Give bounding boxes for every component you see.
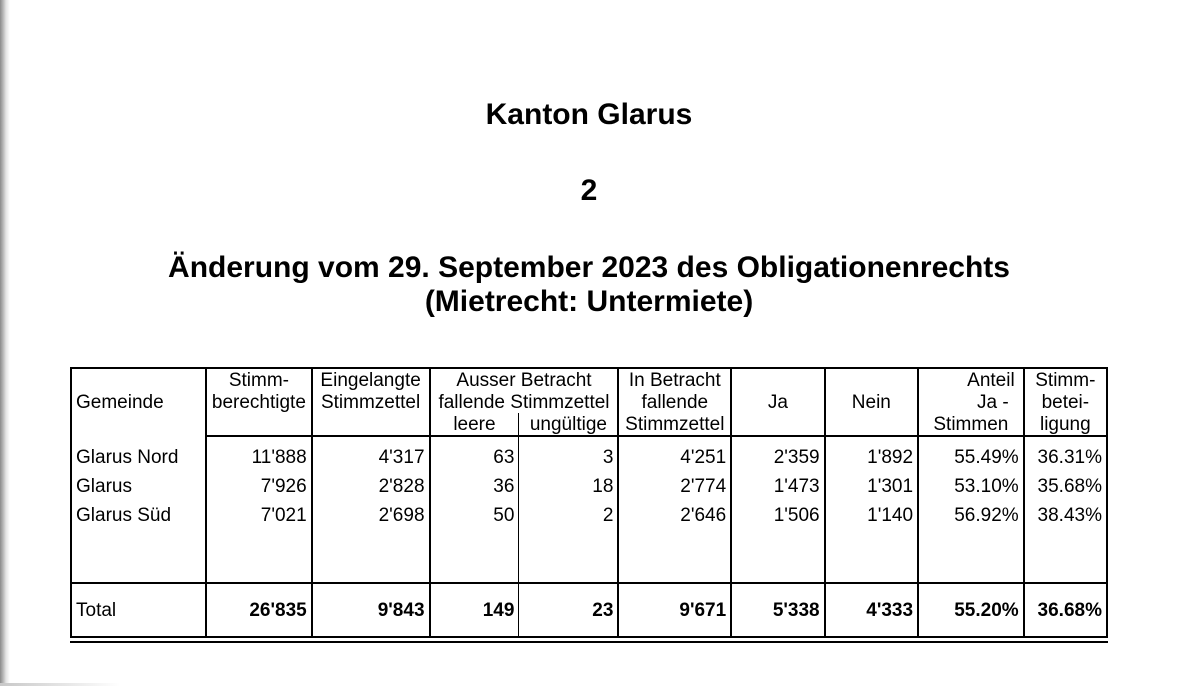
header-line: Ja - bbox=[976, 391, 1009, 413]
column-header-stimmberechtigte-line3 bbox=[206, 413, 312, 436]
spacer-cell bbox=[1024, 530, 1107, 583]
cell-anteil-ja: 53.10% bbox=[918, 472, 1024, 501]
column-header-anteil-line2 bbox=[918, 391, 1024, 413]
column-header-beteiligung bbox=[1024, 368, 1107, 391]
header-line: Stimm- bbox=[1035, 369, 1096, 391]
spacer-cell bbox=[918, 530, 1024, 583]
total-row bbox=[71, 583, 1107, 637]
cell-in-betracht: 2'774 bbox=[618, 472, 731, 501]
cell-total-stimmberechtigte: 26'835 bbox=[206, 583, 312, 637]
proposal-number: 2 bbox=[580, 174, 598, 207]
header-line: In Betracht bbox=[628, 369, 721, 391]
cell-stimmberechtigte: 7'021 bbox=[206, 501, 312, 530]
cell-nein: 1'140 bbox=[825, 501, 918, 530]
cell-eingelangte: 2'698 bbox=[312, 501, 430, 530]
spacer-cell bbox=[71, 530, 206, 583]
cell-ja: 1'506 bbox=[731, 501, 824, 530]
header-line: Stimmzettel bbox=[320, 391, 421, 413]
header-line: Eingelangte bbox=[320, 369, 421, 391]
cell-gemeinde: Glarus Nord bbox=[76, 446, 179, 468]
column-header-ungueltige bbox=[519, 413, 619, 436]
cell-total-label: Total bbox=[71, 583, 206, 637]
cell-anteil-ja: 55.49% bbox=[918, 436, 1024, 472]
cell-gemeinde: Glarus Süd bbox=[76, 505, 172, 526]
header-line: berechtigte bbox=[211, 391, 306, 413]
header-nein-label: Nein bbox=[851, 391, 891, 413]
header-line: fallende Stimmzettel bbox=[438, 391, 610, 413]
header-line: fallende bbox=[641, 391, 709, 413]
table-row bbox=[71, 436, 1107, 472]
cell-in-betracht: 4'251 bbox=[618, 436, 731, 472]
cell-total-in-betracht: 9'671 bbox=[618, 583, 731, 637]
table-row bbox=[71, 501, 1107, 530]
column-header-leere bbox=[430, 413, 519, 436]
table-row bbox=[71, 472, 1107, 501]
cell-total-nein: 4'333 bbox=[825, 583, 918, 637]
column-header-nein bbox=[825, 391, 918, 413]
header-ja-label: Ja bbox=[767, 391, 788, 413]
cell-ungueltige: 2 bbox=[519, 501, 619, 530]
cell-leere: 63 bbox=[430, 436, 519, 472]
cell-eingelangte: 4'317 bbox=[312, 436, 430, 472]
column-header-stimmberechtigte-line2 bbox=[206, 391, 312, 413]
column-header-ausser-betracht-line2 bbox=[430, 391, 619, 413]
cell-nein: 1'301 bbox=[825, 472, 918, 501]
cell-total-anteil-ja: 55.20% bbox=[918, 583, 1024, 637]
header-leere-label: leere bbox=[453, 413, 496, 435]
header-ungueltige-label: ungültige bbox=[529, 413, 607, 435]
column-header-beteiligung-line2 bbox=[1024, 391, 1107, 413]
header-line: Ausser Betracht bbox=[456, 369, 592, 391]
column-header-beteiligung-line3 bbox=[1024, 413, 1107, 436]
cell-beteiligung: 38.43% bbox=[1024, 501, 1107, 530]
column-header-anteil bbox=[918, 368, 1024, 391]
cell-ungueltige: 3 bbox=[519, 436, 619, 472]
cell-total-ja: 5'338 bbox=[731, 583, 824, 637]
header-gemeinde-label: Gemeinde bbox=[76, 392, 164, 413]
table-double-underline bbox=[70, 641, 1108, 643]
header-line: Stimm- bbox=[228, 369, 289, 391]
table-spacer-row bbox=[71, 530, 1107, 583]
spacer-cell bbox=[206, 530, 312, 583]
header-line: betei- bbox=[1041, 391, 1090, 413]
spacer-cell bbox=[312, 530, 430, 583]
spacer-cell bbox=[430, 530, 519, 583]
cell-leere: 50 bbox=[430, 501, 519, 530]
column-header-gemeinde bbox=[71, 368, 206, 436]
table-header bbox=[71, 368, 1107, 436]
cell-beteiligung: 35.68% bbox=[1024, 472, 1107, 501]
canton-heading: Kanton Glarus bbox=[485, 98, 693, 131]
column-header-nein-bottom bbox=[825, 413, 918, 436]
column-header-stimmberechtigte bbox=[206, 368, 312, 391]
cell-total-eingelangte: 9'843 bbox=[312, 583, 430, 637]
column-header-nein-top bbox=[825, 368, 918, 391]
cell-stimmberechtigte: 7'926 bbox=[206, 472, 312, 501]
cell-nein: 1'892 bbox=[825, 436, 918, 472]
header-line: Stimmen bbox=[933, 413, 1009, 435]
column-header-eingelangte-line3 bbox=[312, 413, 430, 436]
proposal-subtitle: (Mietrecht: Untermiete) bbox=[424, 285, 754, 318]
cell-ja: 2'359 bbox=[731, 436, 824, 472]
table-body bbox=[71, 436, 1107, 637]
cell-ja: 1'473 bbox=[731, 472, 824, 501]
header-line: ligung bbox=[1039, 413, 1091, 435]
column-header-ja-top bbox=[731, 368, 824, 391]
column-header-in-betracht-line2 bbox=[618, 391, 731, 413]
spacer-cell bbox=[519, 530, 619, 583]
column-header-in-betracht-line3 bbox=[618, 413, 731, 436]
column-header-eingelangte-line2 bbox=[312, 391, 430, 413]
cell-stimmberechtigte: 11'888 bbox=[206, 436, 312, 472]
cell-eingelangte: 2'828 bbox=[312, 472, 430, 501]
cell-total-beteiligung: 36.68% bbox=[1024, 583, 1107, 637]
column-header-eingelangte bbox=[312, 368, 430, 391]
results-table bbox=[70, 367, 1108, 638]
spacer-cell bbox=[618, 530, 731, 583]
cell-beteiligung: 36.31% bbox=[1024, 436, 1107, 472]
column-header-ja bbox=[731, 391, 824, 413]
column-header-ausser-betracht bbox=[430, 368, 619, 391]
cell-in-betracht: 2'646 bbox=[618, 501, 731, 530]
cell-anteil-ja: 56.92% bbox=[918, 501, 1024, 530]
spacer-cell bbox=[731, 530, 824, 583]
cell-total-leere: 149 bbox=[430, 583, 519, 637]
header-line: Stimmzettel bbox=[625, 413, 725, 435]
cell-total-ungueltige: 23 bbox=[519, 583, 619, 637]
proposal-title: Änderung vom 29. September 2023 des Obligationenrechts bbox=[168, 251, 1010, 284]
results-table-wrapper bbox=[70, 367, 1108, 638]
spacer-cell bbox=[825, 530, 918, 583]
column-header-in-betracht bbox=[618, 368, 731, 391]
cell-ungueltige: 18 bbox=[519, 472, 619, 501]
cell-gemeinde: Glarus bbox=[76, 476, 132, 497]
cell-leere: 36 bbox=[430, 472, 519, 501]
column-header-anteil-line3 bbox=[918, 413, 1024, 436]
column-header-ja-bottom bbox=[731, 413, 824, 436]
header-line: Anteil bbox=[967, 369, 1015, 391]
